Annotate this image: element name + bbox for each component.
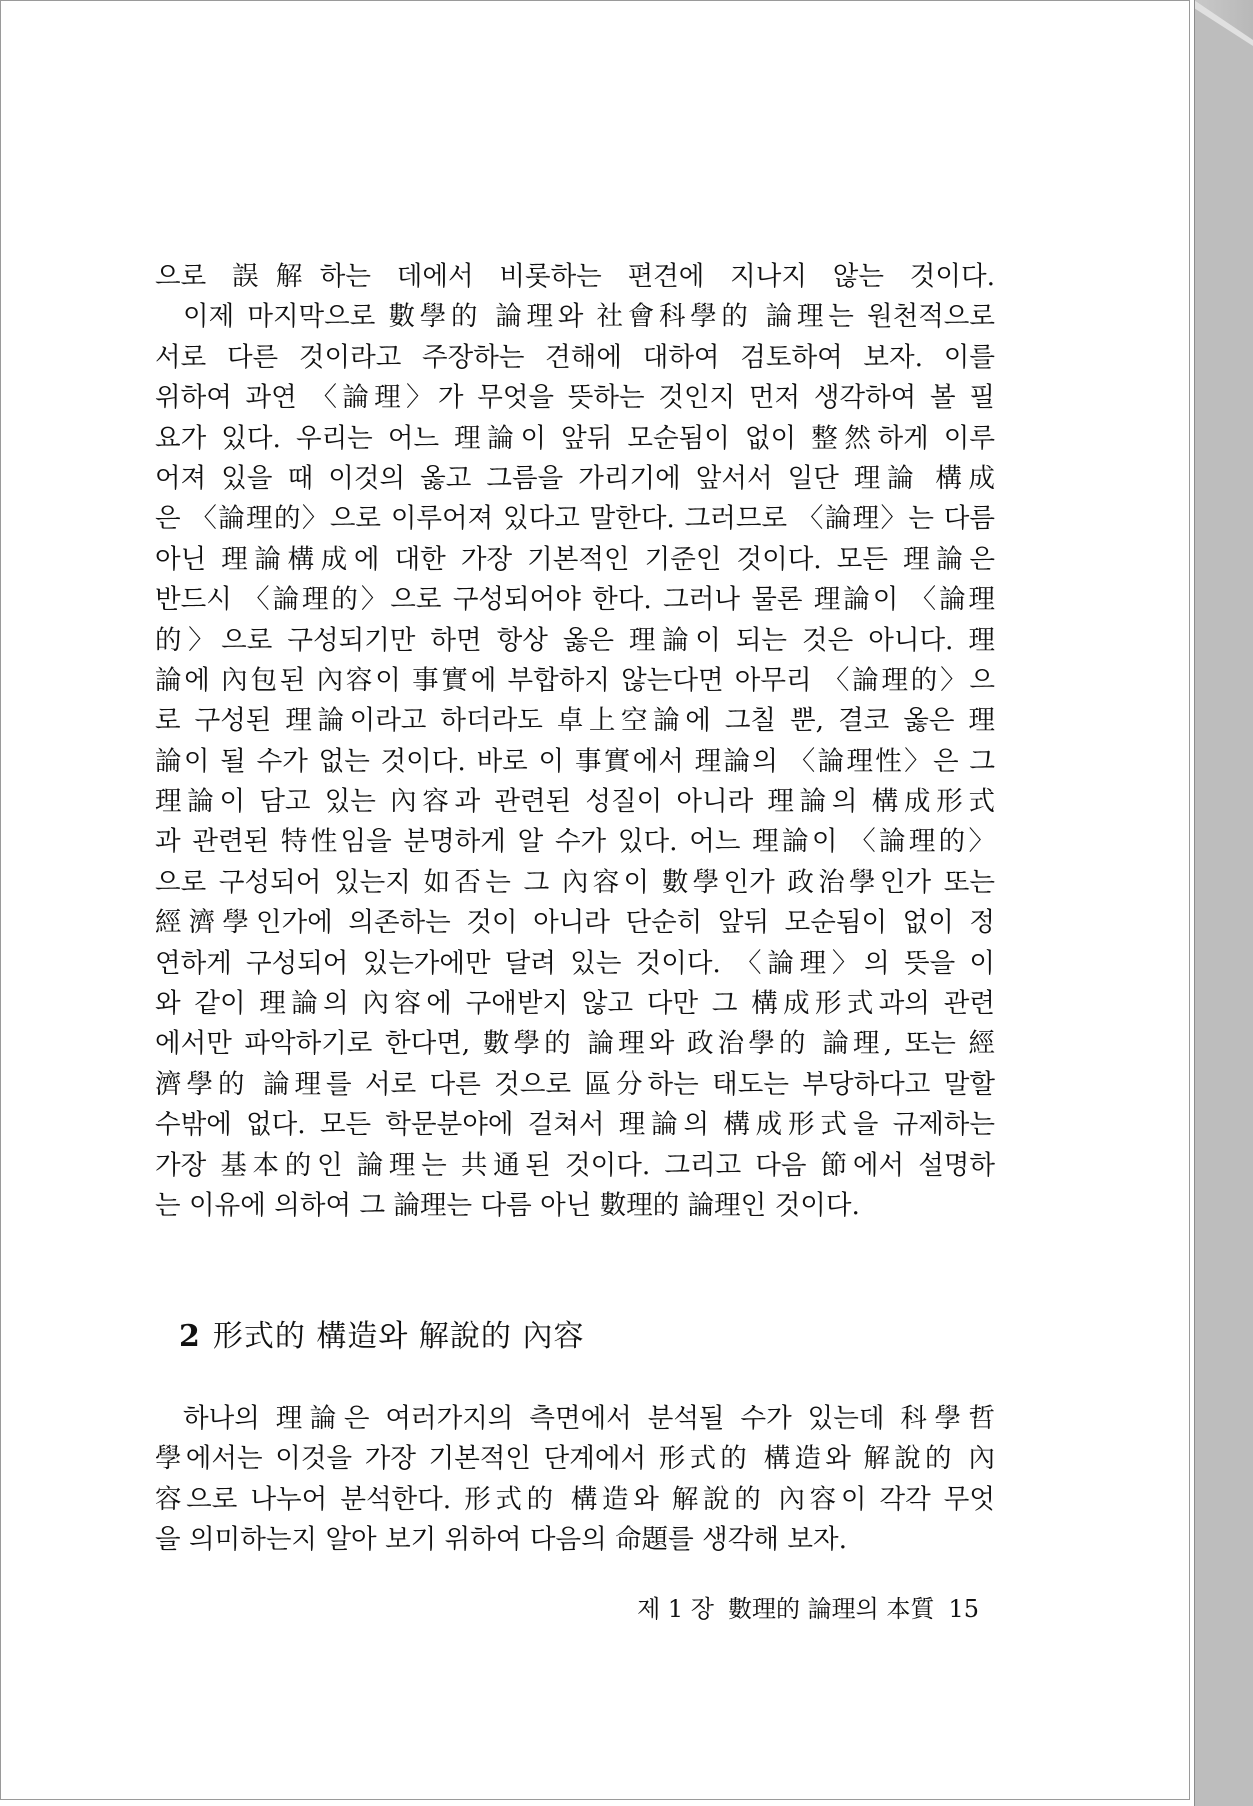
text-line: 으로 구성되어 있는지 如否는 그 內容이 數學인가 政治學인가 또는 xyxy=(155,866,995,898)
text-line: 하나의 理論은 여러가지의 측면에서 분석될 수가 있는데 科學哲 xyxy=(183,1403,995,1434)
text-line: 는 이유에 의하여 그 論理는 다름 아닌 數理的 論理인 것이다. xyxy=(155,1189,860,1221)
text-line: 으로 誤解하는 데에서 비롯하는 편견에 지나지 않는 것이다. xyxy=(155,261,995,292)
text-line: 반드시 〈論理的〉으로 구성되어야 한다. 그러나 물론 理論이 〈論理 xyxy=(155,584,995,616)
text-line: 論에 內包된 內容이 事實에 부합하지 않는다면 아무리 〈論理的〉으 xyxy=(155,664,995,696)
text-line: 經濟學인가에 의존하는 것이 아니라 단순히 앞뒤 모순됨이 없이 정 xyxy=(155,907,995,939)
text-line: 을 의미하는지 알아 보기 위하여 다음의 命題를 생각해 보자. xyxy=(155,1524,847,1556)
body-paragraph-1 xyxy=(155,257,995,1226)
text-line: 아닌 理論構成에 대한 가장 기본적인 기준인 것이다. 모든 理論은 xyxy=(155,543,995,575)
text-line: 論이 될 수가 없는 것이다. 바로 이 事實에서 理論의 〈論理性〉은 그 xyxy=(155,745,995,777)
text-line: 가장 基本的인 論理는 共通된 것이다. 그리고 다음 節에서 설명하 xyxy=(155,1149,995,1181)
text-line: 容으로 나누어 분석한다. 形式的 構造와 解說的 內容이 각각 무엇 xyxy=(155,1483,995,1515)
text-line: 이제 마지막으로 數學的 論理와 社會科學的 論理는 원천적으로 xyxy=(183,301,995,333)
text-line: 은 〈論理的〉으로 이루어져 있다고 말한다. 그러므로 〈論理〉는 다름 xyxy=(155,503,995,535)
chapter-title: 數理的 論理의 本質 xyxy=(728,1595,935,1623)
section-number: 2 xyxy=(179,1319,201,1354)
book-edge-shading xyxy=(1194,0,1253,1806)
text-line: 과 관련된 特性임을 분명하게 알 수가 있다. 어느 理論이 〈論理的〉 xyxy=(155,826,995,858)
text-line: 學에서는 이것을 가장 기본적인 단계에서 形式的 構造와 解說的 內 xyxy=(155,1443,995,1475)
section-heading xyxy=(179,1311,584,1355)
text-line: 어져 있을 때 이것의 옳고 그름을 가리기에 앞서서 일단 理論 構成 xyxy=(155,462,995,494)
chapter-label: 제 1 장 xyxy=(637,1595,714,1623)
text-line: 와 같이 理論의 內容에 구애받지 않고 다만 그 構成形式과의 관련 xyxy=(155,988,995,1020)
body-paragraph-2 xyxy=(155,1399,995,1561)
text-line: 요가 있다. 우리는 어느 理論이 앞뒤 모순됨이 없이 整然하게 이루 xyxy=(155,422,995,454)
text-line: 연하게 구성되어 있는가에만 달려 있는 것이다. 〈論理〉의 뜻을 이 xyxy=(155,947,995,979)
text-line: 서로 다른 것이라고 주장하는 견해에 대하여 검토하여 보자. 이를 xyxy=(155,341,995,373)
text-line: 的〉으로 구성되기만 하면 항상 옳은 理論이 되는 것은 아니다. 理 xyxy=(155,624,995,656)
section-title: 形式的 構造와 解說的 內容 xyxy=(212,1319,585,1354)
running-footer xyxy=(623,1589,979,1624)
text-line: 에서만 파악하기로 한다면, 數學的 論理와 政治學的 論理, 또는 經 xyxy=(155,1028,995,1060)
page-number: 15 xyxy=(948,1595,979,1623)
text-line: 위하여 과연 〈論理〉가 무엇을 뜻하는 것인지 먼저 생각하여 볼 필 xyxy=(155,382,995,414)
text-line: 濟學的 論理를 서로 다른 것으로 區分하는 태도는 부당하다고 말할 xyxy=(155,1068,995,1100)
text-line: 理論이 담고 있는 內容과 관련된 성질이 아니라 理論의 構成形式 xyxy=(155,786,995,818)
text-line: 로 구성된 理論이라고 하더라도 卓上空論에 그칠 뿐, 결코 옳은 理 xyxy=(155,705,995,737)
text-line: 수밖에 없다. 모든 학문분야에 걸쳐서 理論의 構成形式을 규제하는 xyxy=(155,1109,995,1141)
